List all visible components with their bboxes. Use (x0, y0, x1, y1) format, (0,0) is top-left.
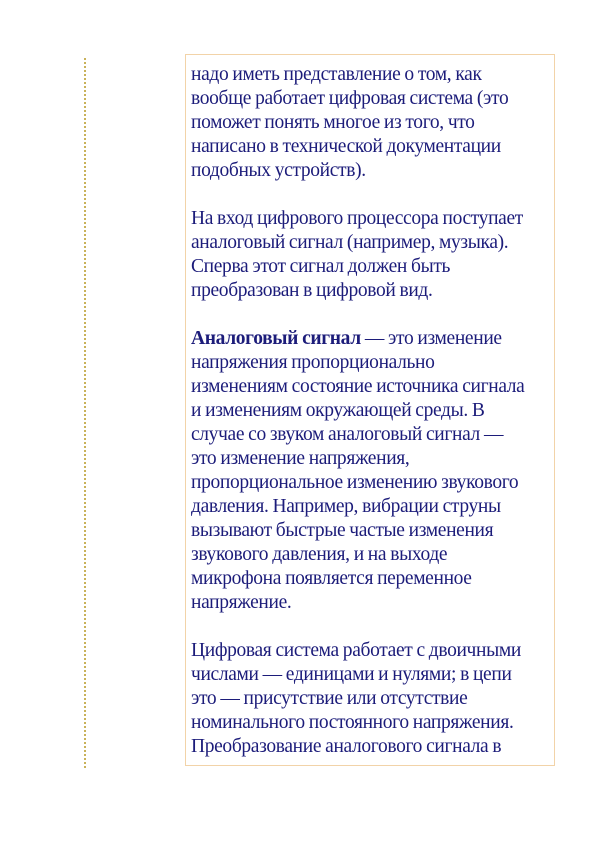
text-frame (185, 54, 555, 766)
text-line: надо иметь представление о том, как (191, 64, 482, 85)
text-line: Сперва этот сигнал должен быть (191, 256, 451, 277)
text-line: и изменениям окружающей среды. В (191, 400, 485, 421)
text-line: подобных устройств). (191, 160, 366, 181)
text-line: это изменение напряжения, (191, 448, 410, 469)
text-body (191, 63, 553, 766)
text-line: числами — единицами и нулями; в цепи (191, 664, 512, 685)
text-line: напряжение. (191, 592, 292, 613)
text-line: микрофона появляется переменное (191, 568, 472, 589)
text-line: давления. Например, вибрации струны (191, 496, 501, 517)
paragraph-1 (191, 63, 553, 183)
paragraph-3 (191, 327, 553, 615)
paragraph-4 (191, 639, 553, 759)
text-line: звукового давления, и на выходе (191, 544, 448, 565)
text-line: вызывают быстрые частые изменения (191, 520, 494, 541)
text-line: преобразован в цифровой вид. (191, 280, 433, 301)
text-line (191, 327, 553, 351)
text-line: напряжения пропорционально (191, 352, 435, 373)
text-line: поможет понять многое из того, что (191, 112, 475, 133)
text-line: написано в технической документации (191, 136, 501, 157)
text-line: это — присутствие или отсутствие (191, 688, 468, 709)
text-line: изменениям состояние источника сигнала (191, 376, 525, 397)
text-line: номинального постоянного напряжения. (191, 712, 514, 733)
paragraph-2 (191, 207, 553, 303)
term-definition-start: — это изменение (360, 328, 502, 349)
text-line: аналоговый сигнал (например, музыка). (191, 232, 509, 253)
term-analog-signal: Аналоговый сигнал (191, 328, 361, 349)
text-line: Цифровая система работает с двоичными (191, 640, 521, 661)
text-line: случае со звуком аналоговый сигнал — (191, 424, 504, 445)
text-line: Преобразование аналогового сигнала в (191, 736, 502, 757)
text-line: На вход цифрового процессора поступает (191, 208, 523, 229)
text-line: пропорциональное изменению звукового (191, 472, 519, 493)
text-line: вообще работает цифровая система (это (191, 88, 509, 109)
margin-rule (84, 58, 86, 768)
